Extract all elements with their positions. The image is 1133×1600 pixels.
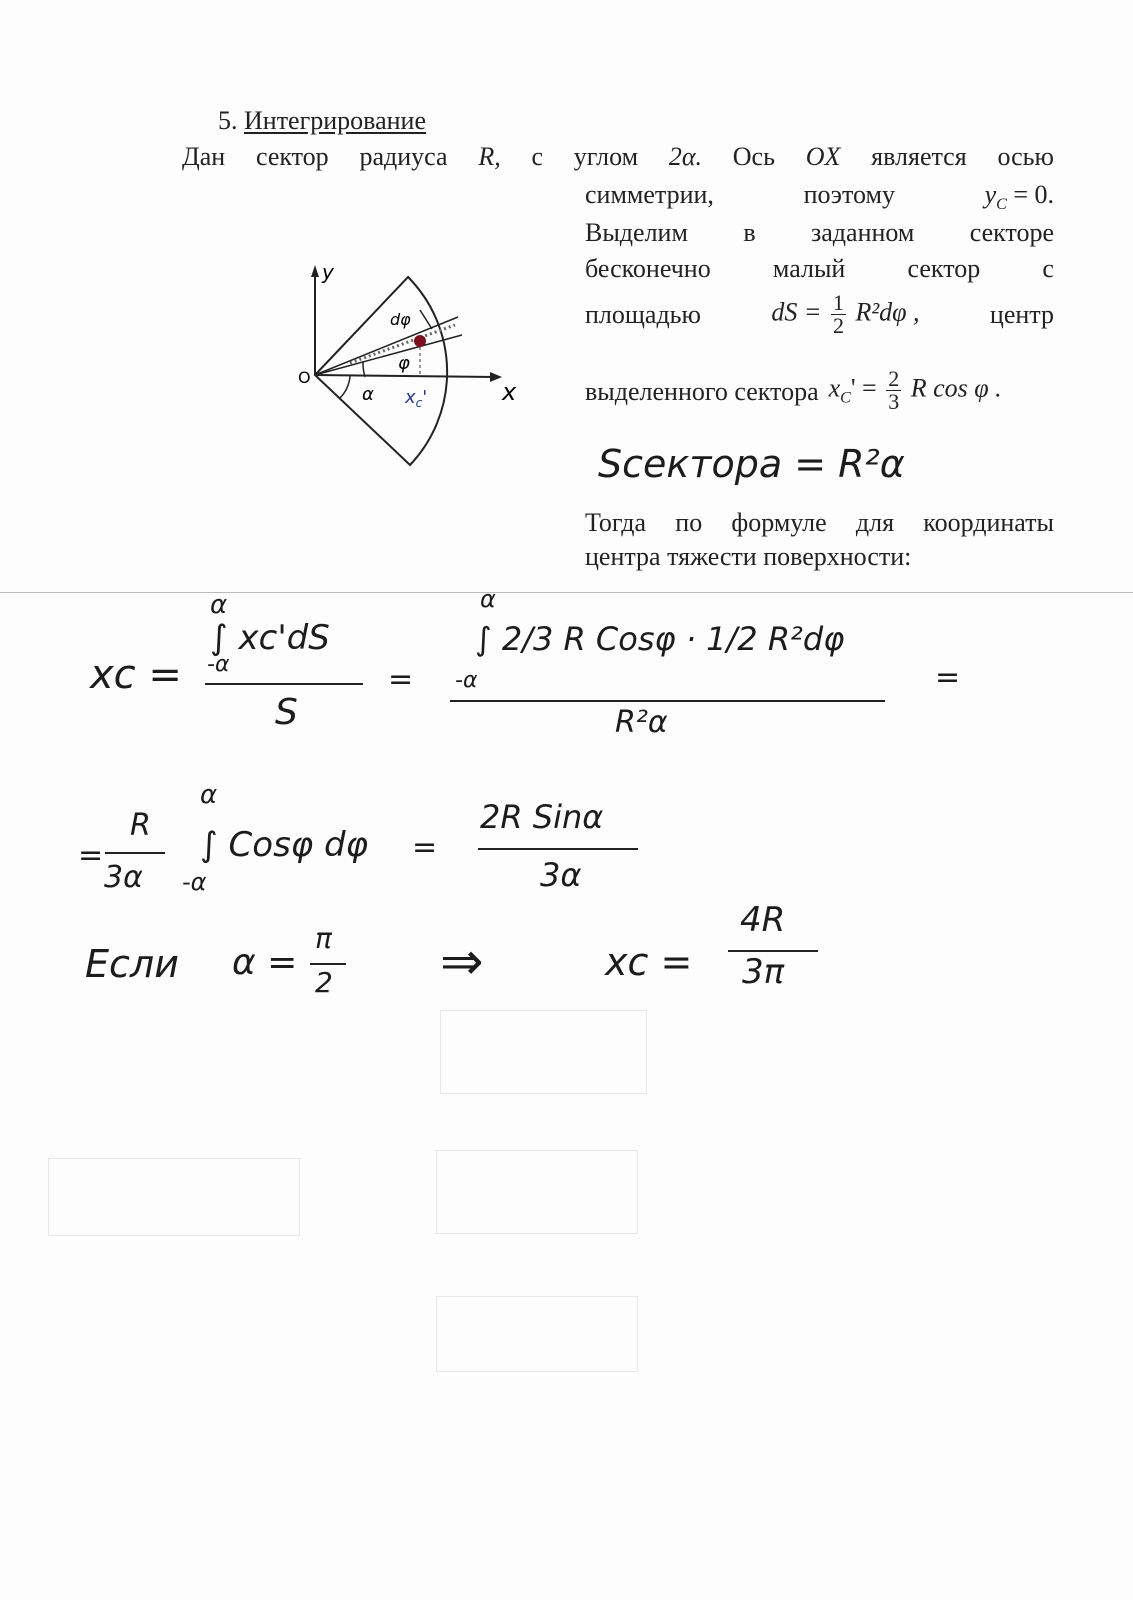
word: сектор (907, 254, 981, 283)
section-number: 5. (218, 106, 238, 135)
word: сектор (255, 142, 329, 171)
word: Ось (732, 142, 775, 171)
word: Тогда (585, 508, 647, 537)
word: с (531, 142, 544, 171)
showthrough-box (436, 1150, 638, 1234)
word: является (871, 142, 967, 171)
word: симметрии, (585, 180, 714, 209)
eq2-integrand: ∫ Cosφ dφ (200, 825, 369, 865)
x-axis (315, 375, 495, 377)
section-heading (218, 106, 426, 136)
intro-line-1 (182, 140, 1054, 174)
word: OX (805, 142, 841, 171)
xc-prime-label: $x_c'$ (405, 387, 428, 410)
eq1-lhs: xc = (90, 652, 182, 698)
eq3-word: Если (85, 942, 179, 986)
word: радиуса (359, 142, 448, 171)
word: центр (989, 299, 1054, 329)
fold-separator (0, 592, 1133, 593)
word: по (675, 508, 703, 537)
word: для (855, 508, 895, 537)
word: Выделим (585, 218, 688, 247)
word: 2α. (668, 142, 702, 171)
eq2-int-lower: -α (182, 868, 207, 896)
eq1-denominator: S (275, 692, 298, 733)
word: бесконечно (585, 254, 711, 283)
eq2-int-upper: α (200, 780, 218, 810)
word: заданном (810, 218, 915, 247)
word: площадью (585, 299, 701, 329)
word: секторе (969, 218, 1054, 247)
eq3-cond-den: 2 (315, 966, 333, 999)
alpha-label: α (362, 384, 374, 405)
alpha-arc (340, 376, 350, 398)
eq3-result-lhs: xc = (605, 940, 693, 984)
y-axis-label: y (322, 260, 334, 284)
word: осью (997, 142, 1054, 171)
sector-figure (290, 255, 540, 480)
xc-formula: $x_C'$ = $\frac{2}{3}$ R cos φ . (828, 366, 1002, 414)
word: Дан (182, 142, 226, 171)
origin-label: O (298, 368, 311, 387)
dphi-arrow (420, 310, 432, 329)
eq3-cond-num: π (315, 922, 332, 955)
eq1-numerator: ∫ xc'dS (210, 618, 330, 658)
eq2-result-bar (478, 848, 638, 850)
word: с (1042, 254, 1054, 283)
intro-line-4 (585, 252, 1054, 286)
word: в (743, 218, 756, 247)
word: координаты (923, 508, 1054, 537)
eq3-result-num: 4R (740, 900, 786, 940)
centroid-dot (414, 335, 426, 347)
eq2-result-den: 3α (540, 856, 582, 894)
eq1-equals: = (388, 662, 414, 697)
eq3-implies-arrow: ⇒ (440, 932, 484, 992)
eq3-result-den: 3π (742, 952, 785, 992)
eq2-result-num: 2R Sinα (480, 798, 604, 836)
intro-line-3 (585, 216, 1054, 250)
word: малый (772, 254, 846, 283)
eq1-int2-upper: α (480, 585, 496, 613)
eq3-cond-bar (310, 963, 346, 965)
eq1-fraction-bar (205, 683, 363, 685)
eq2-frac-num: R (130, 808, 151, 843)
eq1-int2-lower: -α (455, 668, 478, 693)
eq2-frac-den: 3α (104, 860, 143, 895)
yc-formula: $y_C = 0$. (984, 180, 1054, 214)
showthrough-box (436, 1296, 638, 1372)
section-title: Интегрирование (244, 106, 427, 135)
y-axis-arrow (311, 265, 319, 277)
eq1-lower-limit: -α (207, 652, 230, 677)
intro-line-7 (585, 506, 1054, 540)
eq1-numerator2: ∫ 2/3 R Cosφ · 1/2 R²dφ (475, 620, 845, 658)
intro-line-8: центра тяжести поверхности: (585, 542, 912, 571)
sector-area-handwritten: Sсектора = R²α (598, 442, 905, 486)
eq1-denominator2: R²α (615, 705, 668, 740)
phi-label: φ (398, 353, 410, 374)
sector-outline (315, 277, 447, 465)
word: углом (573, 142, 639, 171)
word: R, (478, 142, 501, 171)
eq3-condition: α = (232, 942, 298, 983)
wedge-line-upper (315, 317, 458, 375)
line6-text: выделенного сектора (585, 376, 819, 406)
eq2-lead-equals: = (78, 838, 104, 873)
x-axis-label: x (502, 378, 517, 406)
showthrough-box (48, 1158, 300, 1236)
x-axis-arrow (490, 372, 502, 382)
eq2-frac-bar (105, 852, 165, 854)
dphi-label: dφ (390, 310, 411, 329)
intro-line-5 (585, 292, 1054, 337)
wedge-line-lower (315, 335, 462, 375)
eq1-trailing-equals: = (935, 660, 961, 695)
intro-line-6 (585, 368, 1054, 416)
showthrough-box (440, 1010, 647, 1094)
word: формуле (731, 508, 827, 537)
word: поэтому (803, 180, 895, 209)
eq1-fraction-bar2 (450, 700, 885, 702)
eq2-equals: = (412, 830, 438, 865)
ds-formula: dS = $\frac{1}{2}$ R²dφ , (771, 290, 920, 338)
eq1-upper-limit: α (210, 590, 228, 620)
